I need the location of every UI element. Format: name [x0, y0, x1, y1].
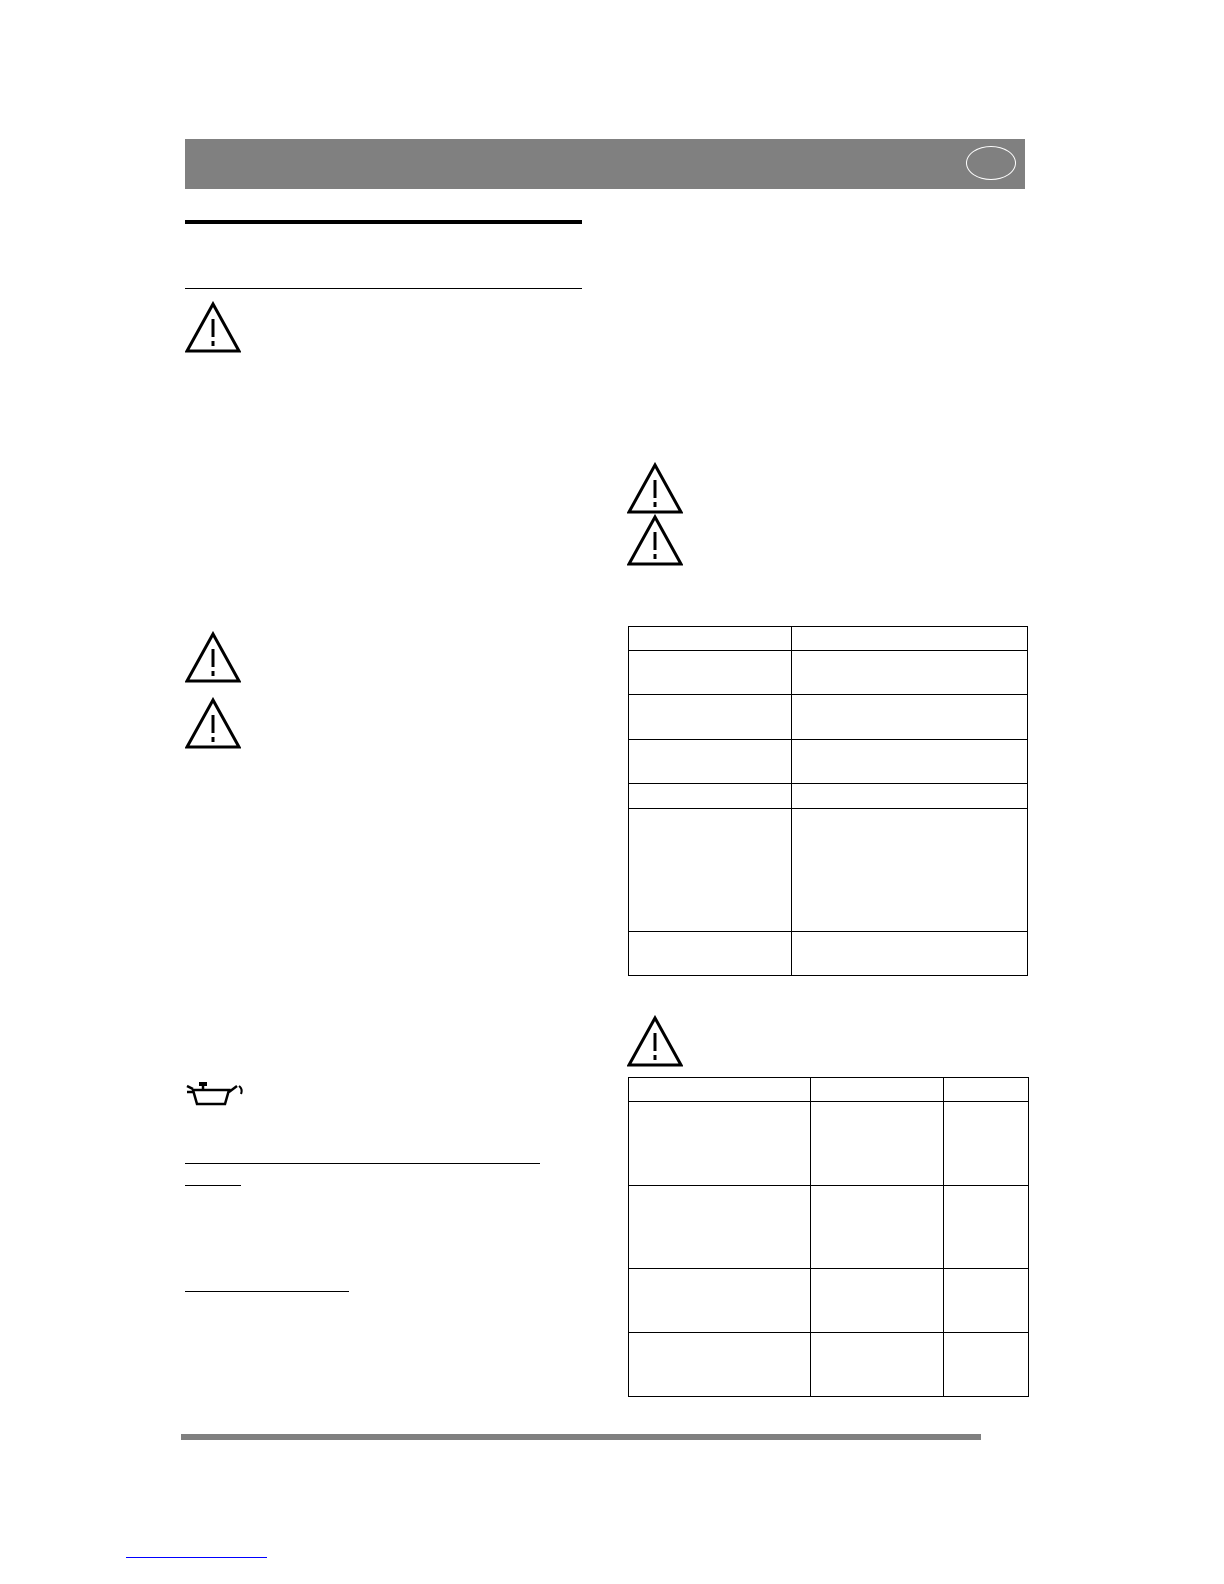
table-cell [629, 651, 792, 695]
table-cell [629, 740, 792, 784]
warning-triangle-icon [627, 1015, 683, 1067]
specifications-table [628, 1077, 1029, 1397]
table-row [629, 627, 1028, 651]
underline-heading [185, 1163, 540, 1164]
table-cell [629, 1333, 811, 1397]
table-row [629, 1333, 1029, 1397]
link-underline[interactable] [126, 1557, 267, 1558]
table-row [629, 695, 1028, 740]
oil-can-icon [185, 1080, 245, 1108]
table-cell [629, 932, 792, 976]
table-cell [792, 627, 1028, 651]
table-cell [629, 809, 792, 932]
table-cell [629, 627, 792, 651]
underline-heading-continued [185, 1185, 241, 1186]
table-row [629, 932, 1028, 976]
table-row [629, 1186, 1029, 1269]
table-cell [811, 1333, 944, 1397]
table-cell [629, 695, 792, 740]
table-cell [792, 784, 1028, 809]
table-cell [944, 1186, 1029, 1269]
table-cell [944, 1078, 1029, 1102]
table-cell [792, 932, 1028, 976]
table-row [629, 1078, 1029, 1102]
section-rule-thick [185, 220, 582, 224]
table-cell [792, 740, 1028, 784]
table-cell [792, 809, 1028, 932]
table-row [629, 740, 1028, 784]
table-cell [792, 695, 1028, 740]
table-cell [811, 1186, 944, 1269]
table-cell [792, 651, 1028, 695]
table-cell [944, 1333, 1029, 1397]
table-cell [629, 784, 792, 809]
warning-triangle-icon [185, 631, 241, 683]
table-cell [944, 1269, 1029, 1333]
table-cell [811, 1269, 944, 1333]
underline-subheading [185, 1291, 349, 1292]
table-row [629, 784, 1028, 809]
language-badge [966, 146, 1016, 180]
warning-triangle-icon [627, 462, 683, 514]
table-cell [629, 1186, 811, 1269]
table-row [629, 1102, 1029, 1186]
warning-triangle-icon [627, 514, 683, 566]
footer-bar [181, 1434, 981, 1440]
section-rule-thin [185, 288, 582, 289]
warning-triangle-icon [185, 301, 241, 353]
table-cell [629, 1078, 811, 1102]
header-bar [185, 139, 1025, 189]
table-row [629, 651, 1028, 695]
table-cell [629, 1269, 811, 1333]
warning-triangle-icon [185, 697, 241, 749]
table-cell [944, 1102, 1029, 1186]
table-cell [811, 1102, 944, 1186]
maintenance-table [628, 626, 1028, 976]
table-row [629, 809, 1028, 932]
table-cell [629, 1102, 811, 1186]
table-row [629, 1269, 1029, 1333]
table-cell [811, 1078, 944, 1102]
